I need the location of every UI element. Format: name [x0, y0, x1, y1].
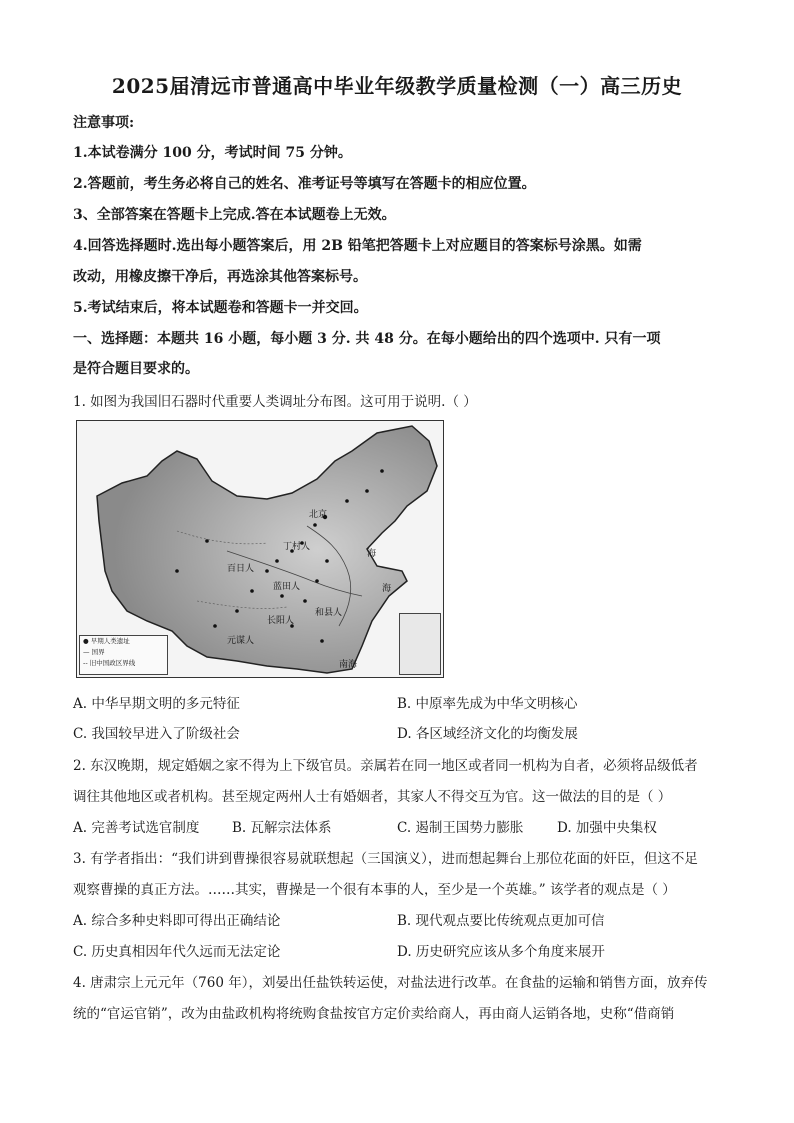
question-1-stem: 1. 如图为我国旧石器时代重要人类调址分布图。这可用于说明.（ ）: [73, 394, 477, 410]
question-4-stem: 4. 唐肃宗上元元年（760 年），刘晏出任盐铁转运使，对盐法进行改革。在食盐的运输和销售方面，放弃传: [73, 975, 708, 991]
question-3-stem-cont: 观察曹操的真正方法。……其实，曹操是一个很有本事的人，至少是一个英雄。” 该学者的观点是（ ）: [73, 882, 676, 898]
paleolithic-sites-map: [76, 420, 444, 678]
page-title: 2025届清远市普通高中毕业年级教学质量检测（一）高三历史: [111, 74, 683, 98]
map-label-changyang: 长阳人: [267, 616, 295, 626]
q1-option-c[interactable]: C. 我国较早进入了阶级社会: [73, 726, 240, 742]
section-heading-cont: 是符合题目要求的。: [73, 361, 199, 377]
map-label-beijing: 北京: [309, 510, 328, 520]
q2-option-c[interactable]: C. 遏制王国势力膨胀: [397, 820, 524, 836]
notice-item: 5.考试结束后，将本试题卷和答题卡一并交回。: [73, 300, 368, 316]
legend-item: — 国界: [83, 648, 105, 656]
q3-option-a[interactable]: A. 综合多种史料即可得出正确结论: [73, 913, 281, 929]
question-2-stem: 2. 东汉晚期，规定婚姻之家不得为上下级官员。亲属若在同一地区或者同一机构为自者，必须将品级低者: [73, 758, 698, 774]
q3-option-d[interactable]: D. 历史研究应该从多个角度来展开: [397, 944, 605, 960]
notice-heading: 注意事项:: [73, 115, 135, 131]
q2-option-b[interactable]: B. 瓦解宗法体系: [232, 820, 332, 836]
q2-option-d[interactable]: D. 加强中央集权: [557, 820, 657, 836]
map-legend: [79, 635, 168, 675]
map-label-hexian: 和县人: [315, 608, 343, 618]
map-label-site: 百日人: [227, 564, 255, 574]
q3-option-b[interactable]: B. 现代观点要比传统观点更加可信: [397, 913, 605, 929]
q2-option-a[interactable]: A. 完善考试选官制度: [73, 820, 200, 836]
map-label-sea: 海: [367, 549, 377, 559]
q1-option-a[interactable]: A. 中华早期文明的多元特征: [73, 696, 240, 712]
notice-item: 3、全部答案在答题卡上完成.答在本试题卷上无效。: [73, 207, 396, 223]
map-label-yuanmou: 元谋人: [227, 636, 255, 646]
question-4-stem-cont: 统的“官运官销”，改为由盐政机构将统购食盐按官方定价卖给商人，再由商人运销各地，史称“借商销: [73, 1006, 675, 1022]
legend-item: ‐‐ 旧中国政区界线: [83, 659, 136, 667]
question-2-stem-cont: 调往其他地区或者机构。甚至规定两州人士有婚姻者，其家人不得交互为官。这一做法的目的是（ ）: [73, 789, 672, 805]
section-heading: 一、选择题：本题共 16 小题，每小题 3 分. 共 48 分。在每小题给出的四个选项中. 只有一项: [73, 331, 661, 347]
map-label-lantian: 蓝田人: [273, 582, 301, 592]
notice-item: 4.回答选择题时.选出每小题答案后，用 2B 铅笔把答题卡上对应题目的答案标号涂黑。如需: [73, 238, 642, 254]
q3-option-c[interactable]: C. 历史真相因年代久远而无法定论: [73, 944, 281, 960]
south-sea-inset: [399, 613, 441, 675]
legend-item: ● 早期人类遗址: [83, 637, 130, 645]
map-label-dingcun: 丁村人: [283, 542, 311, 552]
q1-option-b[interactable]: B. 中原率先成为中华文明核心: [397, 696, 578, 712]
notice-item: 2.答题前，考生务必将自己的姓名、准考证号等填写在答题卡的相应位置。: [73, 176, 536, 192]
q1-option-d[interactable]: D. 各区域经济文化的均衡发展: [397, 726, 578, 742]
map-label-sea: 海: [382, 584, 392, 594]
question-3-stem: 3. 有学者指出：“我们讲到曹操很容易就联想起（三国演义），进而想起舞台上那位花面的奸臣，但这不足: [73, 851, 698, 867]
map-label-south-sea: 南海: [339, 660, 358, 670]
notice-item: 改动，用橡皮擦干净后，再选涂其他答案标号。: [73, 269, 367, 285]
notice-item: 1.本试卷满分 100 分，考试时间 75 分钟。: [73, 145, 352, 161]
